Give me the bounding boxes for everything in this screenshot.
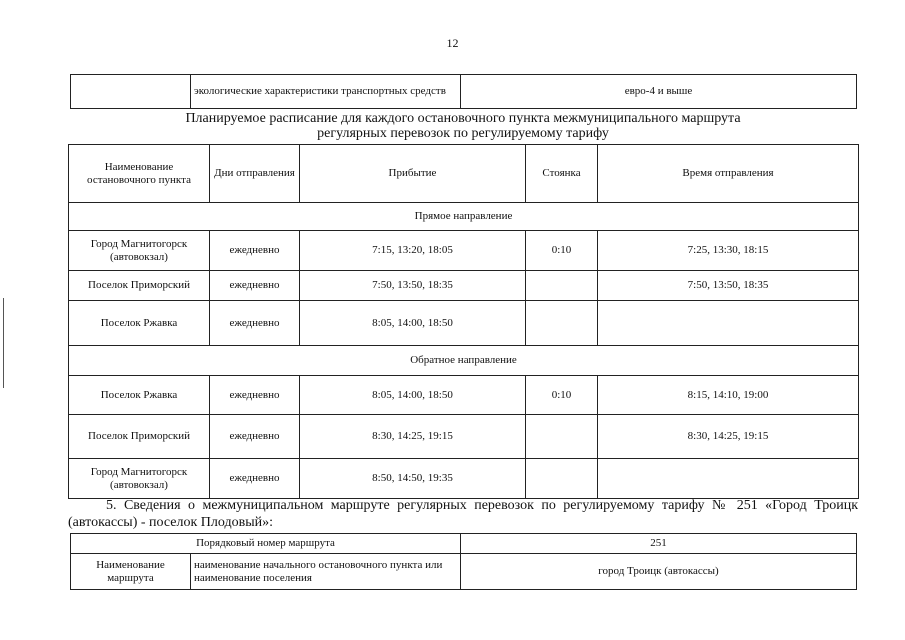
stay-time: 0:10 [526,231,598,271]
arrival-times: 8:05, 14:00, 18:50 [300,301,526,346]
schedule-title-line2: регулярных перевозок по регулируемому тарифу [317,126,609,141]
header-stop: Наименование остановочного пункта [69,145,210,203]
arrival-times: 7:50, 13:50, 18:35 [300,271,526,301]
stop-name: Поселок Ржавка [69,301,210,346]
departure-days: ежедневно [210,301,300,346]
departure-days: ежедневно [210,231,300,271]
route-characteristics-table [70,74,857,109]
stay-time [526,459,598,499]
schedule-table [68,144,859,499]
arrival-times: 8:05, 14:00, 18:50 [300,376,526,415]
eco-characteristics-label: экологические характеристики транспортных средств [191,75,461,109]
table-row [69,271,859,301]
arrival-times: 8:50, 14:50, 19:35 [300,459,526,499]
section-5-intro: 5. Сведения о межмуниципальном маршруте регулярных перевозок по регулируемому тарифу № 251 «Город Троицк (автокассы) - поселок Плодовый»: [68,498,858,530]
table-row [69,459,859,499]
stop-name: Поселок Приморский [69,271,210,301]
forward-direction-label: Прямое направление [69,203,859,231]
schedule-header-row [69,145,859,203]
header-days: Дни отправления [210,145,300,203]
stop-name: Город Магнитогорск (автовокзал) [69,231,210,271]
arrival-times: 7:15, 13:20, 18:05 [300,231,526,271]
table-row [69,415,859,459]
departure-days: ежедневно [210,459,300,499]
departure-times: 7:25, 13:30, 18:15 [598,231,859,271]
departure-times: 7:50, 13:50, 18:35 [598,271,859,301]
empty-cell [71,75,191,109]
stay-time [526,415,598,459]
scan-margin-line [3,298,4,388]
departure-days: ежедневно [210,271,300,301]
table-row [69,231,859,271]
header-arrival: Прибытие [300,145,526,203]
stay-time [526,301,598,346]
stop-name: Поселок Приморский [69,415,210,459]
departure-times [598,459,859,499]
header-stay: Стоянка [526,145,598,203]
stop-name: Город Магнитогорск (автовокзал) [69,459,210,499]
table-row [69,376,859,415]
departure-times [598,301,859,346]
departure-days: ежедневно [210,415,300,459]
header-departure: Время отправления [598,145,859,203]
route-number-value: 251 [461,534,857,554]
departure-days: ежедневно [210,376,300,415]
table-row [69,301,859,346]
stay-time [526,271,598,301]
departure-times: 8:15, 14:10, 19:00 [598,376,859,415]
route-number-label: Порядковый номер маршрута [71,534,461,554]
arrival-times: 8:30, 14:25, 19:15 [300,415,526,459]
departure-times: 8:30, 14:25, 19:15 [598,415,859,459]
backward-direction-label: Обратное направление [69,346,859,376]
page-number: 12 [446,36,459,50]
route-info-table [70,533,857,590]
route-name-label: Наименование маршрута [71,554,191,590]
stay-time: 0:10 [526,376,598,415]
start-point-value: город Троицк (автокассы) [461,554,857,590]
start-point-label: наименование начального остановочного пункта или наименование поселения [191,554,461,590]
schedule-title-line1: Планируемое расписание для каждого остановочного пункта межмуниципального маршрута [185,111,741,126]
stop-name: Поселок Ржавка [69,376,210,415]
eco-characteristics-value: евро-4 и выше [461,75,857,109]
